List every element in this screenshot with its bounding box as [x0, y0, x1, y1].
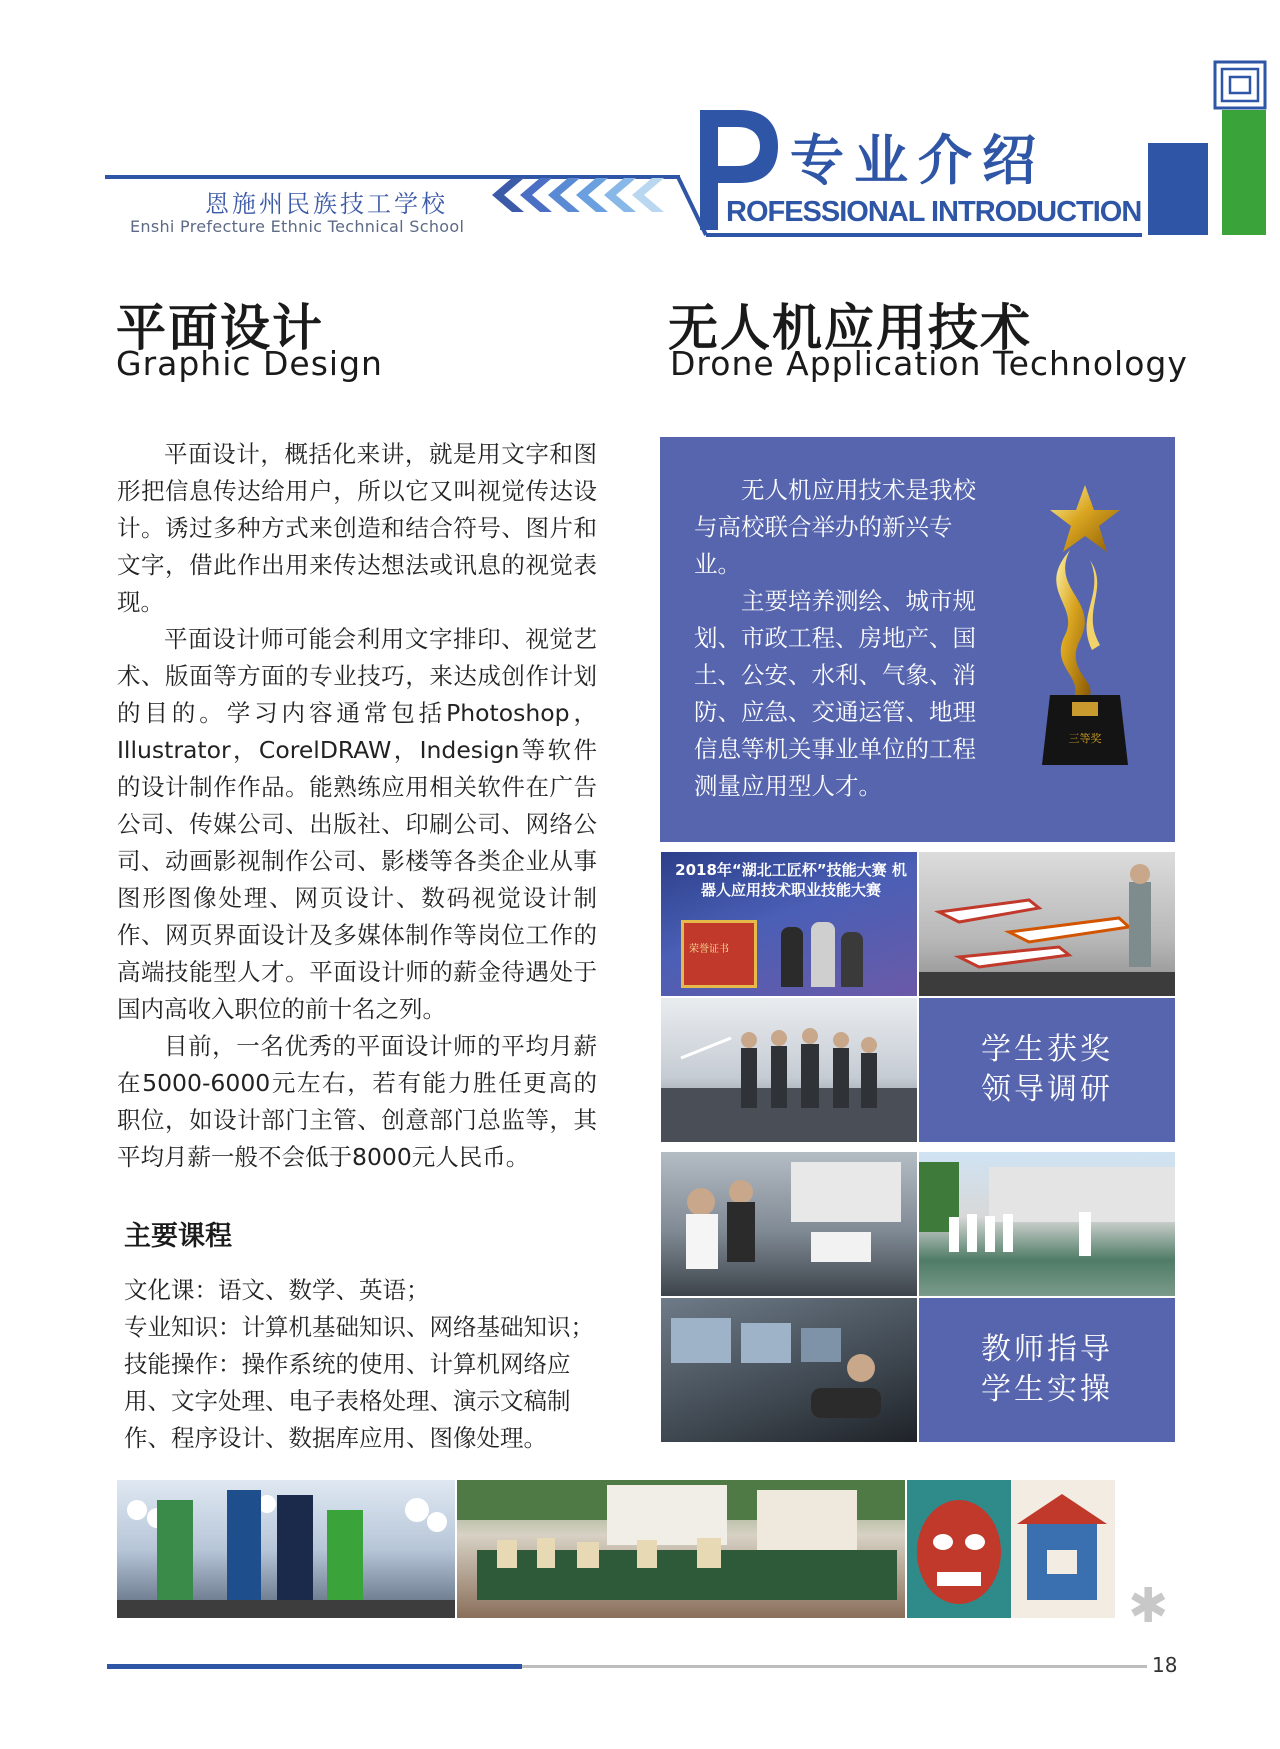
person-silhouette: [841, 932, 863, 987]
aircraft-models-icon: [919, 852, 1175, 996]
students-outdoor-icon: [919, 1152, 1175, 1296]
drone-models-photo: [919, 852, 1175, 996]
label-line: 领导调研: [981, 1072, 1113, 1107]
computers-icon: [661, 1298, 917, 1442]
leadership-visit-photo: [661, 998, 917, 1142]
paragraph: 平面设计，概括化来讲，就是用文字和图形把信息传达给用户，所以它又叫视觉传达设计。诱过多种方式来创造和结合符号、图片和文字，借此作出用来传达想法或讯息的视觉表现。: [117, 440, 597, 616]
courses-heading: 主要课程: [124, 1221, 232, 1252]
student-practice-photo: [661, 1298, 917, 1442]
graphic-design-title-cn: 平面设计: [116, 299, 324, 357]
mask-artwork-icon: [907, 1480, 1115, 1618]
paragraph: 平面设计师可能会利用文字排印、视觉艺术、版面等方面的专业技巧，来达成创作计划的目的。学习内容通常包括Photoshop，Illustrator，CorelDRAW，Indesign等软件的设计制作作品。能熟练应用相关软件在广告公司、传媒公司、出版社、印刷公司、网络公司、动画影视制作公司、影楼等各类企业从事图形图像处理、网页设计、数码视觉设计制作、网页界面设计及多媒体制作等岗位工作的高端技能型人才。平面设计师的薪金待遇处于国内高收入职位的前十名之列。: [117, 625, 597, 1023]
field-practice-photo: [919, 1152, 1175, 1296]
teaching-photo: [661, 1152, 917, 1296]
paragraph: 主要培养测绘、城市规划、市政工程、房地产、国土、公安、水利、气象、消防、应急、交通运管、地理信息等机关事业单位的工程测量应用型人才。: [694, 587, 976, 800]
paragraph: 无人机应用技术是我校与高校联合举办的新兴专业。: [694, 476, 976, 578]
section-title-cn: 专业介绍: [790, 128, 1046, 192]
course-item: 专业知识：计算机基础知识、网络基础知识；: [124, 1313, 594, 1341]
footer-rule-blue: [107, 1664, 522, 1669]
drone-title-cn: 无人机应用技术: [668, 299, 1032, 357]
trophy-plaque: 三等奖: [1068, 732, 1102, 745]
exhibition-table-photo: [457, 1480, 905, 1618]
label-line: 教师指导: [981, 1332, 1113, 1367]
tujia-culture-artwork: [907, 1480, 1115, 1618]
award-banner-text: 2018年“湖北工匠杯”技能大赛 机器人应用技术职业技能大赛: [675, 861, 907, 899]
school-name-cn: 恩施州民族技工学校: [205, 190, 448, 218]
chevron-arrows-icon: [492, 178, 664, 212]
section-title-en: ROFESSIONAL INTRODUCTION: [726, 196, 1142, 228]
exhibition-banners-photo: [117, 1480, 455, 1618]
awards-label-box: [919, 998, 1175, 1142]
drone-description: [694, 472, 984, 805]
teaching-label-box: [919, 1298, 1175, 1442]
paragraph: 目前，一名优秀的平面设计师的平均月薪在5000-6000元左右，若有能力胜任更高的职位，如设计部门主管、创意部门总监等，其平均月薪一般不会低于8000元人民币。: [117, 1032, 597, 1171]
graphic-design-description: [117, 436, 597, 1176]
exhibit-items-icon: [457, 1480, 905, 1618]
page-number: 18: [1152, 1653, 1178, 1677]
award-photo: [661, 852, 917, 996]
visitors-icon: [661, 998, 917, 1142]
course-item: 文化课：语文、数学、英语；: [124, 1276, 430, 1304]
person-silhouette: [781, 927, 803, 987]
classroom-icon: [661, 1152, 917, 1296]
drone-title-en: Drone Application Technology: [670, 344, 1188, 383]
school-name-en: Enshi Prefecture Ethnic Technical School: [130, 217, 465, 236]
course-item: 技能操作：操作系统的使用、计算机网络应用、文字处理、电子表格处理、演示文稿制作、程序设计、数据库应用、图像处理。: [124, 1350, 571, 1452]
courses-list: [124, 1272, 614, 1457]
trophy-icon: [1020, 480, 1150, 770]
banners-icon: [117, 1480, 455, 1618]
label-line: 学生获奖: [981, 1032, 1113, 1067]
footer-rule-grey: [522, 1665, 1147, 1668]
person-silhouette: [811, 922, 835, 987]
label-line: 学生实操: [981, 1372, 1113, 1407]
star-icon: ✱: [1128, 1578, 1169, 1634]
certificate-label: 荣誉证书: [689, 944, 729, 955]
graphic-design-title-en: Graphic Design: [116, 344, 383, 383]
school-logo-icon: [1215, 62, 1265, 108]
